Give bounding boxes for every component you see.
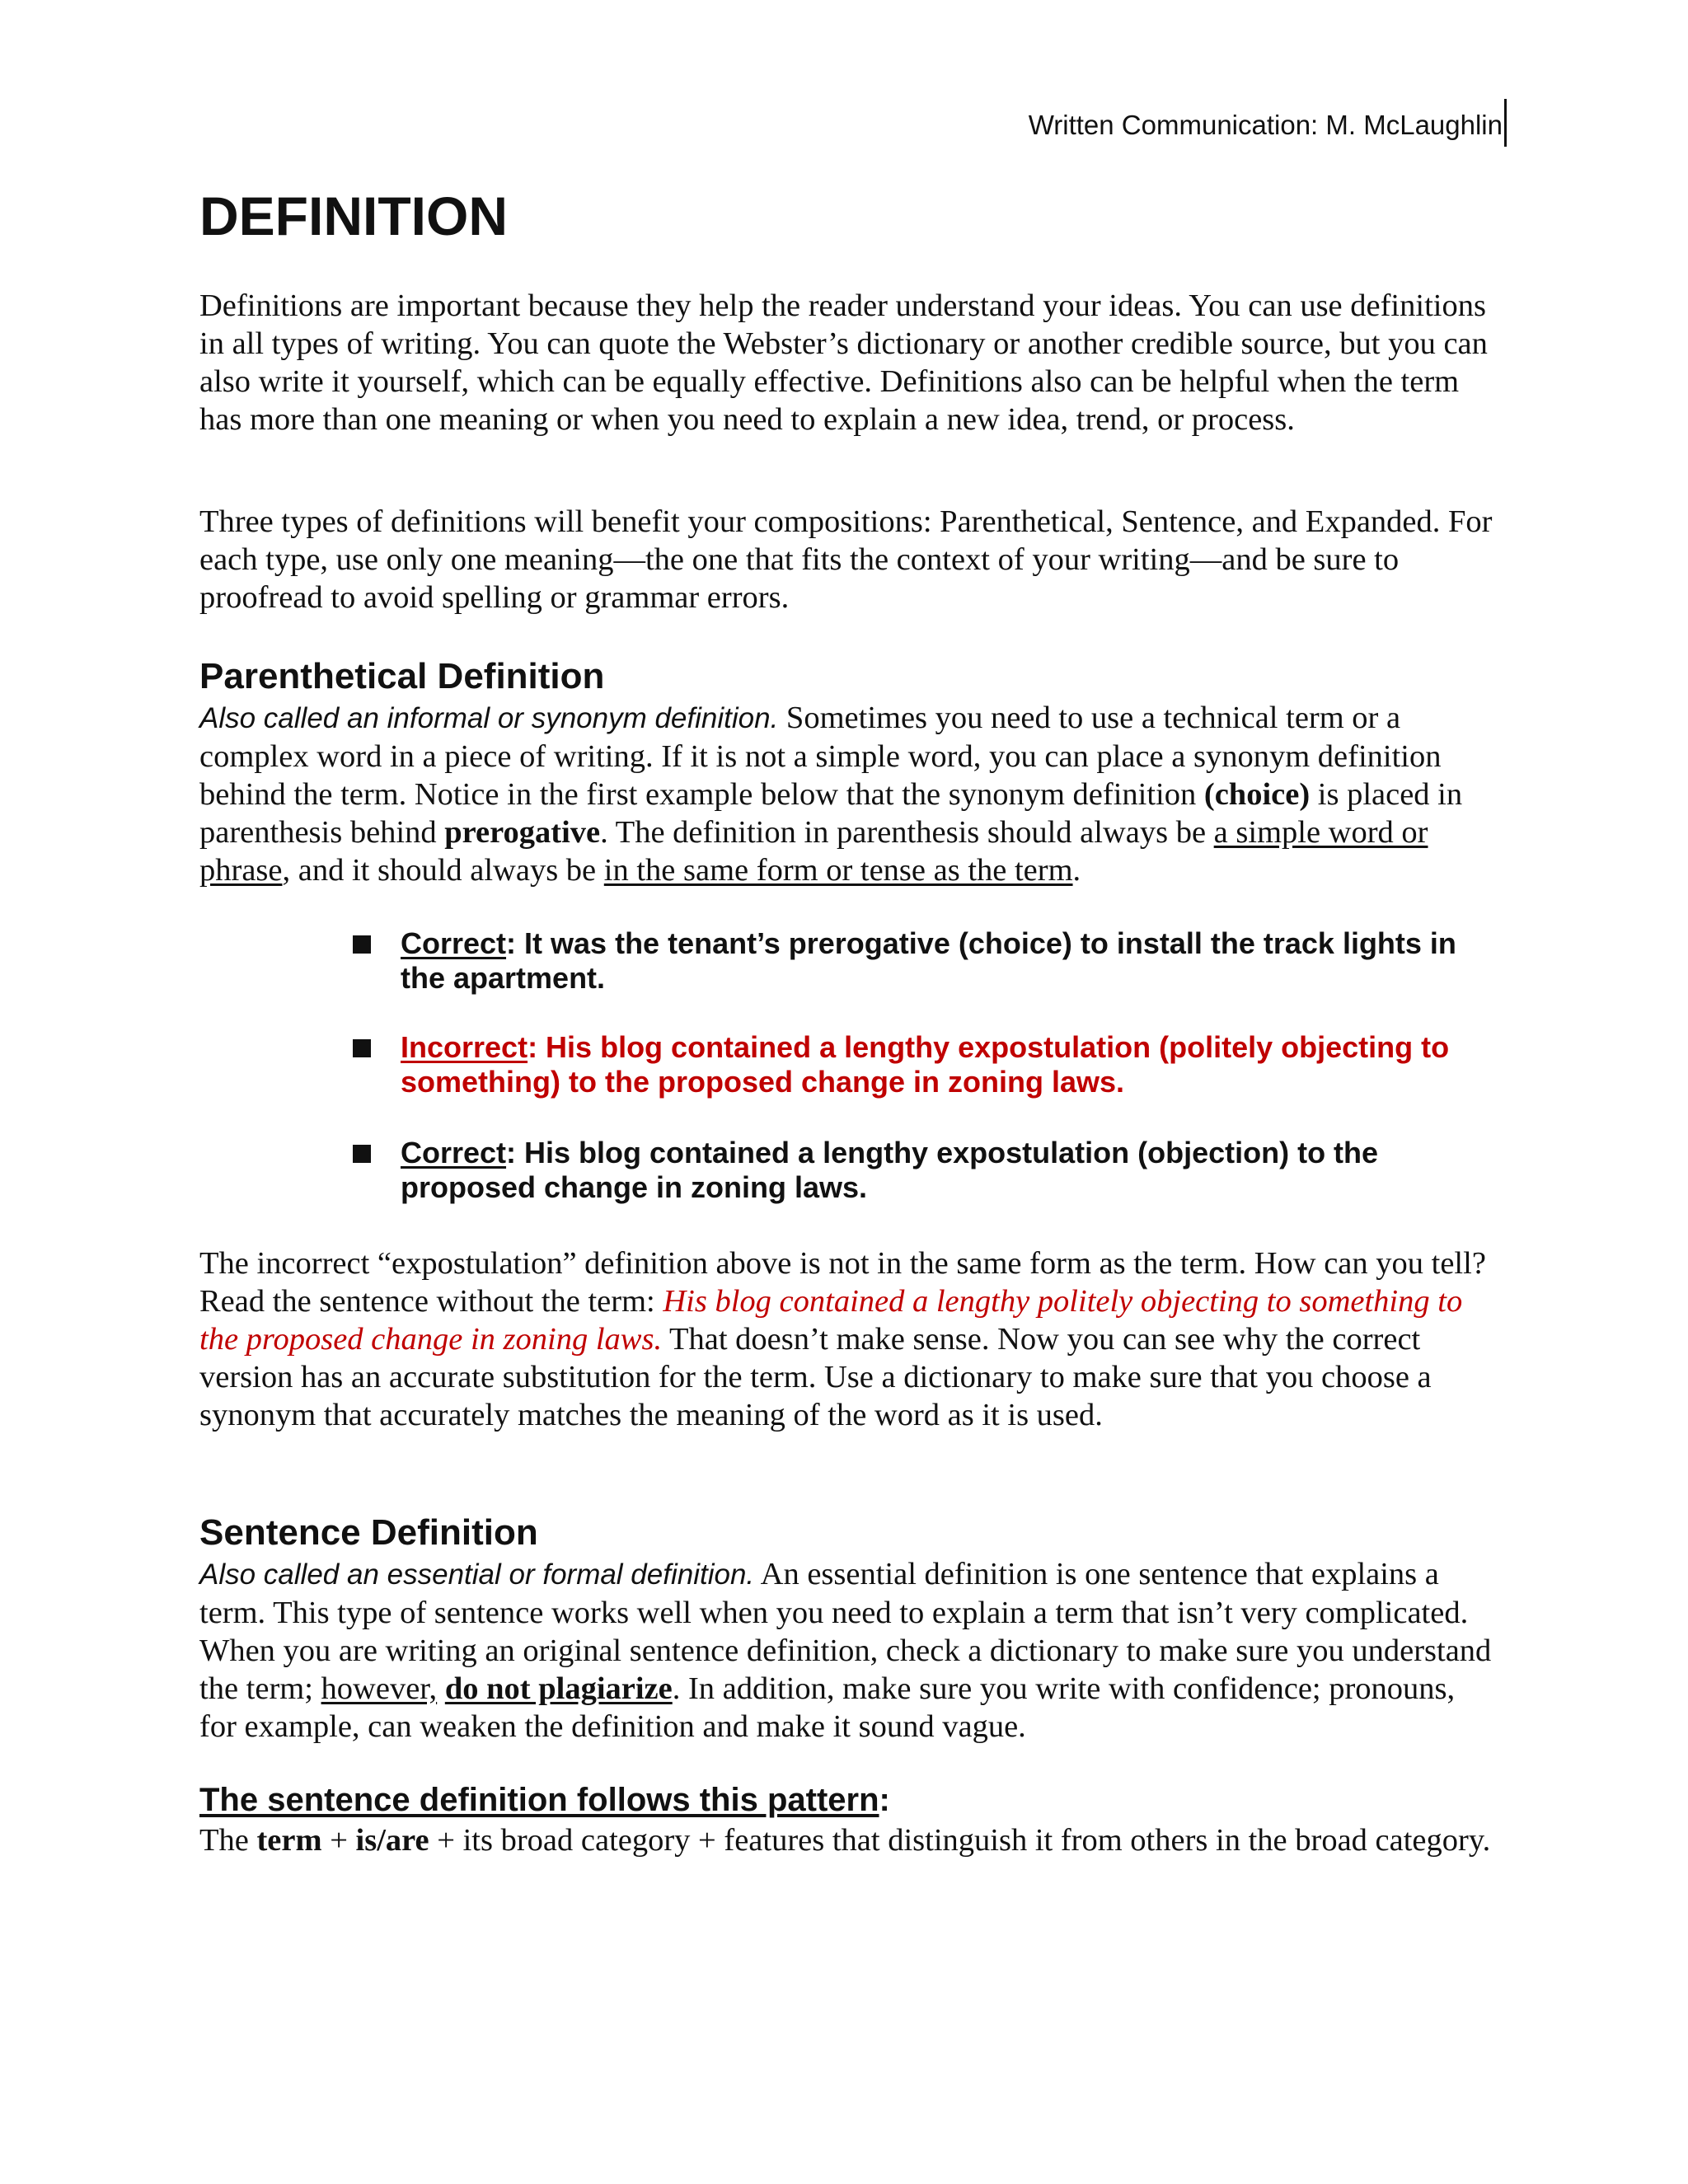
intro-paragraph-2: Three types of definitions will benefit your compositions: Parenthetical, Sentence, and Expanded. For each type, use only one meaning—the one that fits the context of your writing—and be sure to proofread to avoid spelling or grammar errors. (199, 504, 1493, 615)
example-correct-1 (401, 926, 1505, 996)
do-not-plagiarize: do not plagiarize (444, 1671, 673, 1706)
followup-paragraph (199, 1244, 1493, 1434)
pattern-formula (199, 1821, 1493, 1859)
parenthetical-body-3: . The definition in parenthesis should always be (600, 815, 1214, 850)
parenthetical-body-2: is placed in parenthesis behind (199, 777, 1463, 850)
parenthetical-subtitle: Also called an informal or synonym definition. (199, 702, 779, 734)
section-heading-sentence: Sentence Definition (199, 1512, 538, 1553)
document-title: DEFINITION (199, 185, 508, 246)
example-incorrect (401, 1030, 1505, 1099)
pattern-term: term (256, 1823, 322, 1858)
header-rule (1504, 99, 1507, 147)
same-form-rule: in the same form or tense as the term (603, 853, 1073, 888)
pattern-plus: + (321, 1823, 356, 1858)
example-label: Correct (401, 926, 507, 960)
followup-body-1: The incorrect “expostulation” definition above is not in the same form as the term. How can you tell? Read the sentence without the term: (199, 1246, 1486, 1319)
square-bullet-icon (353, 935, 371, 954)
square-bullet-icon (353, 1039, 371, 1057)
pattern-heading-colon: : (879, 1782, 890, 1818)
running-header: Written Communication: M. McLaughlin (1028, 110, 1503, 140)
example-label: Incorrect (401, 1030, 528, 1064)
parenthetical-body-4: , and it should always be (282, 853, 604, 888)
however-word: however, (321, 1671, 438, 1706)
example-text: : His blog contained a lengthy expostulation (politely objecting to something) to the proposed change in zoning laws. (401, 1030, 1450, 1099)
example-text: : His blog contained a lengthy expostulation (objection) to the proposed change in zoning laws. (401, 1136, 1379, 1204)
simple-phrase-rule: a simple word or phrase (199, 815, 1428, 888)
example-text: : It was the tenant’s prerogative (choice) to install the track lights in the apartment. (401, 926, 1456, 995)
example-label: Correct (401, 1136, 507, 1169)
sentence-subtitle: Also called an essential or formal definition. (199, 1558, 755, 1591)
intro-paragraph-1: Definitions are important because they help the reader understand your ideas. You can use definitions in all types of writing. You can quote the Webster’s dictionary or another credible source, but you can also write it yourself, which can be equally effective. Definitions also can be helpful when the term has more than one meaning or when you need to explain a new idea, trend, or process. (199, 288, 1488, 437)
sentence-paragraph (199, 1555, 1493, 1746)
pattern-the: The (199, 1823, 257, 1858)
pattern-rest: + its broad category + features that distinguish it from others in the broad category. (429, 1823, 1491, 1858)
square-bullet-icon (353, 1145, 371, 1163)
parenthetical-paragraph (199, 699, 1493, 889)
pattern-heading-text: The sentence definition follows this pattern (199, 1782, 879, 1818)
prerogative-term: prerogative (444, 815, 601, 850)
section-heading-parenthetical: Parenthetical Definition (199, 656, 605, 696)
example-correct-2 (401, 1136, 1505, 1205)
choice-term: (choice) (1203, 777, 1311, 812)
followup-body-2: That doesn’t make sense. Now you can see why the correct version has an accurate substitution for the term. Use a dictionary to make sure that you choose a synonym that accurately matches the meaning of the word as it is used. (199, 1322, 1432, 1432)
parenthetical-body-1: Sometimes you need to use a technical term or a complex word in a piece of writing. If it is not a simple word, you can place a synonym definition behind the term. Notice in the first example below that the synonym definition (199, 701, 1442, 812)
parenthetical-body-5: . (1072, 853, 1081, 888)
pattern-heading (199, 1780, 890, 1820)
followup-example: His blog contained a lengthy politely objecting to something to the proposed change in zoning laws. (199, 1284, 1463, 1357)
pattern-is-are: is/are (355, 1823, 429, 1858)
sentence-body-1: An essential definition is one sentence that explains a term. This type of sentence works well when you need to explain a term that isn’t very complicated. When you are writing an original sentence definition, check a dictionary to make sure you understand the term; (199, 1557, 1492, 1706)
sentence-body-2: . In addition, make sure you write with confidence; pronouns, for example, can weaken the definition and make it sound vague. (199, 1671, 1456, 1744)
